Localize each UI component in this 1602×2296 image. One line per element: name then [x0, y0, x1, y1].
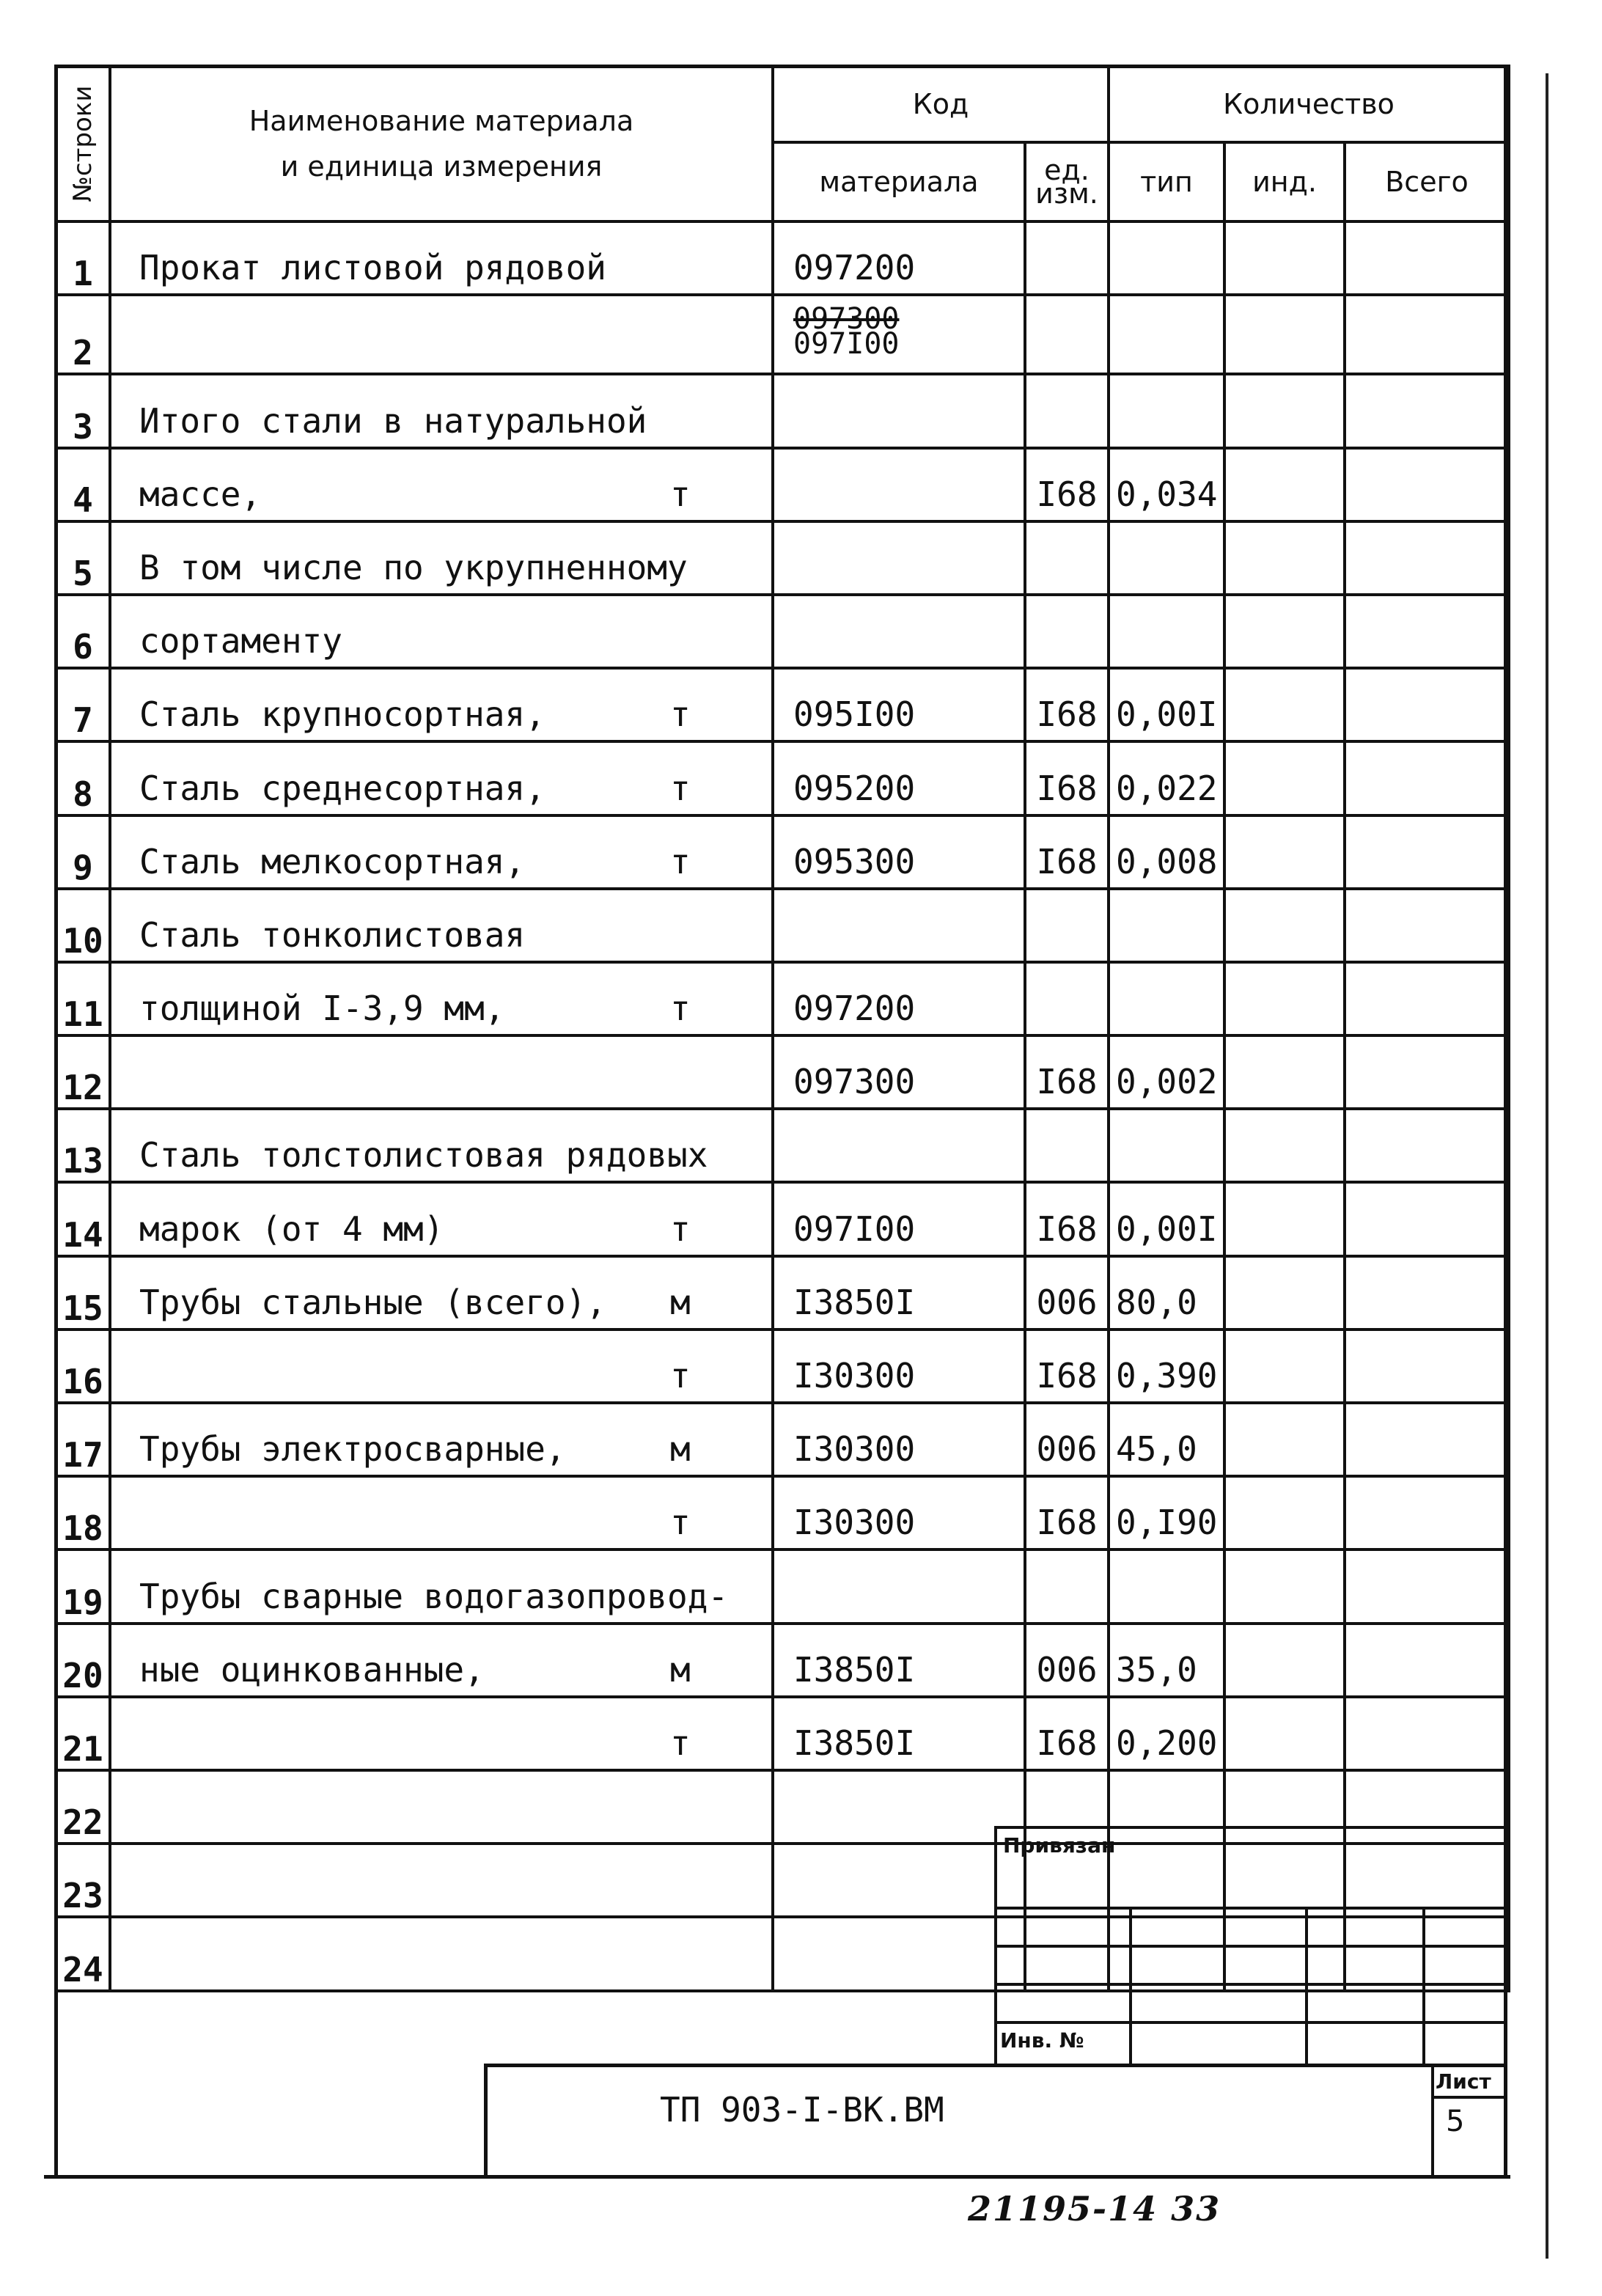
unit-of-measure: т: [670, 1208, 691, 1249]
unit-code: [1025, 1109, 1109, 1182]
quantity-total: [1345, 889, 1509, 962]
table-row: [56, 295, 1509, 374]
material-name-text: Итого стали в натуральной: [139, 400, 647, 441]
privyazan-box: [994, 1826, 1507, 1907]
quantity-type: [1109, 295, 1224, 374]
quantity-individual: [1224, 1329, 1345, 1403]
table-row: [56, 962, 1509, 1035]
material-code: [773, 889, 1025, 962]
privyazan-label: Привязан: [1003, 1833, 1116, 1857]
material-name-text: Сталь мелкосортная,: [139, 841, 526, 881]
row-number: 5: [56, 521, 110, 595]
material-name-text: Сталь тонколистовая: [139, 914, 526, 955]
quantity-total: [1345, 962, 1509, 1035]
unit-code: 006: [1025, 1403, 1109, 1476]
unit-code: I68: [1025, 1476, 1109, 1549]
material-name: [110, 374, 773, 447]
materials-table: [54, 65, 1510, 1992]
table-row: [56, 741, 1509, 815]
material-code: I3850I: [773, 1256, 1025, 1329]
material-name: [110, 1697, 773, 1770]
table-row: [56, 1476, 1509, 1549]
quantity-type: 0,390: [1109, 1329, 1224, 1403]
row-number: 6: [56, 595, 110, 668]
table-row: [56, 889, 1509, 962]
header-quantity: Количество: [1109, 66, 1509, 142]
quantity-individual: [1224, 1697, 1345, 1770]
unit-of-measure: т: [670, 1356, 691, 1395]
material-name-text: массе,: [139, 474, 262, 514]
table-row: [56, 521, 1509, 595]
quantity-type: 0,I90: [1109, 1476, 1224, 1549]
material-name: [110, 1035, 773, 1109]
material-name: [110, 295, 773, 374]
material-code-line: 097I00: [793, 327, 900, 362]
row-number: 7: [56, 668, 110, 741]
material-name-text: ные оцинкованные,: [139, 1649, 485, 1690]
quantity-type: 0,034: [1109, 448, 1224, 521]
row-number: 15: [56, 1256, 110, 1329]
material-code: [773, 1549, 1025, 1623]
quantity-total: [1345, 374, 1509, 447]
quantity-individual: [1224, 1035, 1345, 1109]
unit-code: [1025, 889, 1109, 962]
header-total: Всего: [1345, 142, 1509, 221]
unit-of-measure: т: [670, 1503, 691, 1543]
table-row: [56, 1403, 1509, 1476]
row-number: 3: [56, 374, 110, 447]
material-name: [110, 962, 773, 1035]
material-code: 097200: [773, 962, 1025, 1035]
grid-line: [1305, 1907, 1308, 2064]
material-code: I30300: [773, 1403, 1025, 1476]
material-code: I30300: [773, 1329, 1025, 1403]
quantity-individual: [1224, 295, 1345, 374]
material-name-text: Прокат листовой рядовой: [139, 248, 606, 288]
row-number: 22: [56, 1770, 110, 1844]
row-number: 14: [56, 1182, 110, 1255]
sheet-label: Лист: [1436, 2069, 1491, 2094]
row-number: 18: [56, 1476, 110, 1549]
quantity-type: [1109, 1549, 1224, 1623]
unit-code: 006: [1025, 1256, 1109, 1329]
unit-of-measure: м: [670, 1649, 691, 1690]
quantity-total: [1345, 1182, 1509, 1255]
table-row: [56, 1035, 1509, 1109]
row-number: 13: [56, 1109, 110, 1182]
quantity-total: [1345, 1035, 1509, 1109]
row-number: 9: [56, 815, 110, 889]
quantity-individual: [1224, 668, 1345, 741]
unit-of-measure: т: [670, 768, 691, 808]
quantity-type: 0,008: [1109, 815, 1224, 889]
unit-of-measure: м: [670, 1429, 691, 1470]
unit-of-measure: т: [670, 841, 691, 881]
material-name-text: Трубы электросварные,: [139, 1429, 566, 1470]
material-code: 095300: [773, 815, 1025, 889]
header-code: Код: [773, 66, 1109, 142]
material-name: [110, 741, 773, 815]
unit-code: I68: [1025, 668, 1109, 741]
quantity-type: [1109, 962, 1224, 1035]
row-number: 23: [56, 1844, 110, 1917]
row-number: 10: [56, 889, 110, 962]
material-code: [773, 1109, 1025, 1182]
handwritten-archive-number: 21195-14 33: [968, 2189, 1221, 2229]
material-name: [110, 815, 773, 889]
row-number: 8: [56, 741, 110, 815]
table-row: [56, 1329, 1509, 1403]
quantity-individual: [1224, 815, 1345, 889]
table-row: [56, 221, 1509, 295]
header-individual: инд.: [1224, 142, 1345, 221]
grid-line: [1422, 1907, 1425, 2064]
material-name: [110, 1624, 773, 1697]
quantity-total: [1345, 221, 1509, 295]
quantity-type: [1109, 221, 1224, 295]
unit-code: 006: [1025, 1624, 1109, 1697]
material-name-text: Сталь крупносортная,: [139, 694, 545, 735]
material-code: I30300: [773, 1476, 1025, 1549]
table-row: [56, 1256, 1509, 1329]
quantity-individual: [1224, 1549, 1345, 1623]
material-name: [110, 595, 773, 668]
quantity-type: [1109, 374, 1224, 447]
material-code: 095I00: [773, 668, 1025, 741]
quantity-total: [1345, 1109, 1509, 1182]
grid-line: [997, 2021, 1507, 2024]
quantity-type: 0,00I: [1109, 668, 1224, 741]
quantity-type: [1109, 889, 1224, 962]
material-name: [110, 1476, 773, 1549]
table-row: [56, 668, 1509, 741]
material-name: [110, 521, 773, 595]
quantity-total: [1345, 1697, 1509, 1770]
grid-line: [1129, 1907, 1132, 2064]
quantity-type: 80,0: [1109, 1256, 1224, 1329]
material-code: I3850I: [773, 1697, 1025, 1770]
quantity-individual: [1224, 595, 1345, 668]
table-row: [56, 595, 1509, 668]
quantity-individual: [1224, 741, 1345, 815]
table-row: [56, 374, 1509, 447]
quantity-total: [1345, 448, 1509, 521]
table-row: [56, 815, 1509, 889]
material-name-text: Трубы стальные (всего),: [139, 1282, 606, 1322]
title-stamp: [484, 2064, 1507, 2178]
unit-code: [1025, 295, 1109, 374]
table-row: [56, 1109, 1509, 1182]
row-number: 12: [56, 1035, 110, 1109]
material-name: [110, 1549, 773, 1623]
material-code-line: 097300: [793, 302, 900, 337]
row-number: 16: [56, 1329, 110, 1403]
material-code: [773, 1844, 1025, 1917]
quantity-individual: [1224, 1476, 1345, 1549]
quantity-type: [1109, 595, 1224, 668]
row-number: 2: [56, 295, 110, 374]
header-row-number: №строки: [56, 66, 110, 221]
row-number: 21: [56, 1697, 110, 1770]
unit-code: [1025, 595, 1109, 668]
quantity-individual: [1224, 1624, 1345, 1697]
quantity-individual: [1224, 889, 1345, 962]
quantity-individual: [1224, 448, 1345, 521]
unit-code: I68: [1025, 1697, 1109, 1770]
quantity-type: 0,022: [1109, 741, 1224, 815]
quantity-total: [1345, 1256, 1509, 1329]
grid-line: [997, 1945, 1507, 1948]
quantity-individual: [1224, 1182, 1345, 1255]
material-name-text: В том числе по укрупненному: [139, 547, 688, 587]
quantity-individual: [1224, 521, 1345, 595]
quantity-total: [1345, 1403, 1509, 1476]
material-name: [110, 221, 773, 295]
material-name: [110, 1329, 773, 1403]
unit-code: [1025, 374, 1109, 447]
sheet-number: 5: [1446, 2105, 1465, 2138]
row-number: 11: [56, 962, 110, 1035]
row-number: 19: [56, 1549, 110, 1623]
table-header-row: [56, 66, 1509, 142]
table-row: [56, 1624, 1509, 1697]
material-code: [773, 595, 1025, 668]
table-row: [56, 1182, 1509, 1255]
quantity-total: [1345, 815, 1509, 889]
quantity-type: [1109, 521, 1224, 595]
material-code: [773, 374, 1025, 447]
unit-code: I68: [1025, 1182, 1109, 1255]
unit-of-measure: т: [670, 474, 691, 514]
material-code: 097200: [773, 221, 1025, 295]
table-row: [56, 448, 1509, 521]
unit-of-measure: т: [670, 1723, 691, 1763]
material-name-text: толщиной I-3,9 мм,: [139, 989, 505, 1029]
material-name-text: марок (от 4 мм): [139, 1208, 444, 1249]
quantity-total: [1345, 1549, 1509, 1623]
material-name: [110, 1917, 773, 1990]
material-name: [110, 1403, 773, 1476]
quantity-total: [1345, 295, 1509, 374]
material-name: [110, 668, 773, 741]
material-code: [773, 1917, 1025, 1990]
header-material-name: Наименование материала и единица измерения: [110, 66, 773, 221]
grid-line: [997, 1983, 1507, 1986]
material-name: [110, 889, 773, 962]
quantity-type: 45,0: [1109, 1403, 1224, 1476]
material-name-text: Трубы сварные водогазопровод-: [139, 1576, 729, 1616]
material-code: 097I00: [773, 1182, 1025, 1255]
unit-code: [1025, 1549, 1109, 1623]
quantity-type: [1109, 1109, 1224, 1182]
quantity-type: 0,200: [1109, 1697, 1224, 1770]
quantity-total: [1345, 1476, 1509, 1549]
unit-code: [1025, 962, 1109, 1035]
material-code: 097300: [773, 1035, 1025, 1109]
material-name: [110, 1844, 773, 1917]
material-code: 095200: [773, 741, 1025, 815]
document-code: ТП 903-I-ВК.ВМ: [660, 2090, 944, 2130]
quantity-type: 0,00I: [1109, 1182, 1224, 1255]
quantity-individual: [1224, 1403, 1345, 1476]
header-unit-code: ед. изм.: [1025, 142, 1109, 221]
unit-code: [1025, 521, 1109, 595]
inventory-number-label: Инв. №: [1000, 2028, 1084, 2053]
quantity-total: [1345, 595, 1509, 668]
quantity-individual: [1224, 1256, 1345, 1329]
quantity-total: [1345, 741, 1509, 815]
unit-code: I68: [1025, 741, 1109, 815]
unit-code: I68: [1025, 815, 1109, 889]
quantity-total: [1345, 521, 1509, 595]
material-name: [110, 448, 773, 521]
header-material-code: материала: [773, 142, 1025, 221]
table-row: [56, 1549, 1509, 1623]
unit-of-measure: т: [670, 989, 691, 1029]
material-name-text: сортаменту: [139, 621, 342, 661]
material-name: [110, 1770, 773, 1844]
unit-of-measure: т: [670, 694, 691, 735]
material-name: [110, 1256, 773, 1329]
material-name-text: Сталь среднесортная,: [139, 768, 545, 808]
unit-code: I68: [1025, 1035, 1109, 1109]
quantity-type: 0,002: [1109, 1035, 1224, 1109]
row-number: 1: [56, 221, 110, 295]
quantity-total: [1345, 1624, 1509, 1697]
material-code: [773, 521, 1025, 595]
row-number: 4: [56, 448, 110, 521]
unit-code: [1025, 221, 1109, 295]
page-edge-line: [1546, 73, 1548, 2259]
table-row: [56, 1697, 1509, 1770]
material-name: [110, 1109, 773, 1182]
row-number: 24: [56, 1917, 110, 1990]
sheet-box-divider: [1431, 2096, 1507, 2099]
unit-code: I68: [1025, 448, 1109, 521]
grid-line: [997, 1907, 1507, 1910]
unit-of-measure: м: [670, 1282, 691, 1322]
material-code: [773, 295, 1025, 374]
quantity-individual: [1224, 962, 1345, 1035]
quantity-individual: [1224, 1109, 1345, 1182]
material-code: I3850I: [773, 1624, 1025, 1697]
quantity-individual: [1224, 374, 1345, 447]
unit-code: I68: [1025, 1329, 1109, 1403]
quantity-type: 35,0: [1109, 1624, 1224, 1697]
header-type: тип: [1109, 142, 1224, 221]
row-number: 17: [56, 1403, 110, 1476]
row-number: 20: [56, 1624, 110, 1697]
quantity-total: [1345, 1329, 1509, 1403]
quantity-individual: [1224, 221, 1345, 295]
quantity-total: [1345, 668, 1509, 741]
material-code: [773, 1770, 1025, 1844]
material-name: [110, 1182, 773, 1255]
material-name-text: Сталь толстолистовая рядовых: [139, 1135, 708, 1175]
material-code: [773, 448, 1025, 521]
